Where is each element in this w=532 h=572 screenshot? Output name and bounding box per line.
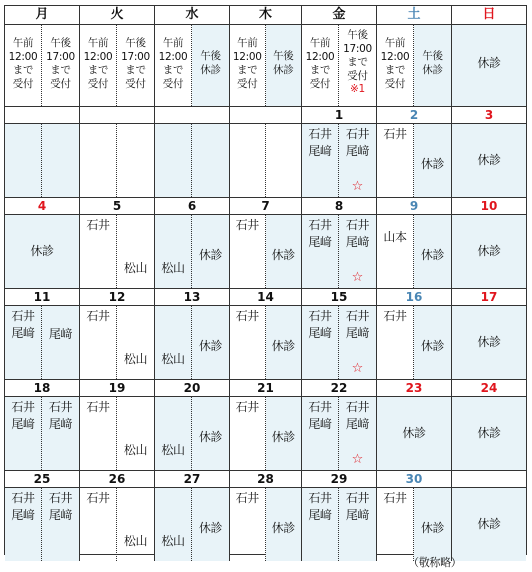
afternoon-slot: [414, 488, 451, 561]
afternoon-doctor-line: 尾﨑: [48, 327, 73, 341]
day-number: 13: [155, 289, 230, 306]
afternoon-doctor-line: 尾﨑: [345, 326, 370, 340]
day-schedule: [230, 215, 302, 289]
day-number: 8: [302, 198, 377, 215]
day-schedule: [80, 488, 155, 561]
clinic-schedule-calendar: [4, 5, 527, 555]
morning-slot: [302, 488, 339, 561]
footnote-honorifics-omitted: （敬称略）: [408, 556, 462, 569]
weekday-header-0: 月: [5, 6, 80, 25]
morning-doctor-line: 尾﨑: [308, 144, 332, 158]
day-number: 4: [5, 198, 80, 215]
day-number: 11: [5, 289, 80, 306]
morning-slot: [5, 397, 42, 470]
morning-slot: [80, 488, 117, 561]
morning-slot: [302, 124, 339, 197]
morning-slot: [155, 215, 192, 288]
session-morning-line: 午前: [309, 37, 331, 49]
morning-slot: [80, 397, 117, 470]
closed-label: 休診: [477, 426, 501, 440]
afternoon-slot: [117, 488, 154, 561]
day-number: 16: [377, 289, 452, 306]
session-afternoon-line: 午後: [125, 37, 146, 49]
session-afternoon-line: 午後: [422, 50, 443, 62]
morning-doctor-line: 尾﨑: [308, 326, 332, 340]
session-afternoon: [266, 25, 302, 106]
morning-doctor-line: 石井: [308, 400, 332, 414]
day-schedule: [377, 397, 452, 471]
afternoon-doctor-line: 石井: [48, 400, 73, 414]
day-schedule: [5, 124, 80, 198]
afternoon-doctor-line: 尾﨑: [48, 417, 73, 431]
session-morning-line: 午前: [162, 37, 184, 49]
session-morning-line: 12:00: [8, 50, 38, 63]
closed-label: 休診: [402, 426, 426, 440]
morning-slot: [80, 124, 117, 197]
morning-slot: [155, 397, 192, 470]
session-cell-1: [80, 25, 155, 107]
day-schedule: [302, 488, 377, 561]
day-number: 27: [155, 471, 230, 488]
session-morning-line: 午前: [12, 37, 34, 49]
session-afternoon-line: 午後: [200, 50, 221, 62]
afternoon-slot: [192, 306, 229, 379]
morning-doctor-line: 松山: [161, 261, 185, 275]
afternoon-doctor-line: 石井: [345, 491, 370, 505]
afternoon-closed-label: 休診: [420, 521, 445, 535]
session-morning: [155, 25, 192, 106]
afternoon-closed-label: 休診: [271, 430, 295, 444]
session-cell-2: [155, 25, 230, 107]
session-afternoon: [117, 25, 154, 106]
day-number: 30: [377, 471, 452, 488]
session-morning-line: まで: [162, 64, 184, 76]
session-morning-line: 12:00: [158, 50, 188, 63]
afternoon-slot: [339, 124, 376, 197]
day-number: 5: [80, 198, 155, 215]
star-mark: ☆: [351, 179, 364, 194]
day-number: 24: [452, 380, 526, 397]
morning-doctor-line: 石井: [11, 491, 35, 505]
day-schedule: [5, 397, 80, 471]
afternoon-doctor-line: 尾﨑: [345, 235, 370, 249]
morning-slot: [230, 215, 266, 288]
afternoon-slot: [192, 488, 229, 561]
day-number: 26: [80, 471, 155, 488]
morning-doctor-line: 石井: [86, 309, 110, 323]
session-morning-line: 午前: [87, 37, 109, 49]
session-afternoon-line: 17:00: [46, 50, 75, 63]
closed-label: 休診: [477, 244, 501, 258]
session-cell-6: [452, 25, 526, 107]
day-schedule: [302, 124, 377, 198]
morning-slot: [155, 306, 192, 379]
morning-doctor-line: 尾﨑: [11, 508, 35, 522]
morning-slot: [230, 306, 266, 379]
day-number: 25: [5, 471, 80, 488]
morning-slot: [377, 215, 414, 288]
afternoon-closed-label: 休診: [198, 339, 223, 353]
day-schedule: [5, 306, 80, 380]
closed-label: 休診: [477, 153, 501, 167]
afternoon-closed-label: 休診: [420, 339, 445, 353]
session-morning-line: まで: [12, 64, 34, 76]
afternoon-slot: [266, 306, 302, 379]
session-afternoon-line: 午後: [50, 37, 71, 49]
day-number: [230, 107, 302, 124]
day-schedule: [377, 124, 452, 198]
afternoon-slot: [42, 306, 79, 379]
morning-doctor-line: 石井: [235, 400, 259, 414]
morning-slot: [155, 124, 192, 197]
afternoon-slot: [192, 124, 229, 197]
day-number: 2: [377, 107, 452, 124]
morning-slot: [302, 215, 339, 288]
afternoon-slot: [192, 215, 229, 288]
morning-doctor-line: 松山: [161, 352, 185, 366]
afternoon-slot: [266, 397, 302, 470]
day-schedule: [155, 397, 230, 471]
afternoon-closed-label: 休診: [271, 521, 295, 535]
morning-doctor-line: 石井: [235, 491, 259, 505]
day-number: 18: [5, 380, 80, 397]
day-schedule: [155, 124, 230, 198]
day-schedule: [452, 488, 526, 561]
session-afternoon-line: まで: [347, 56, 368, 68]
day-number: 23: [377, 380, 452, 397]
session-afternoon-line: 休診: [422, 63, 443, 76]
morning-slot: [230, 124, 266, 197]
session-morning-line: 午前: [237, 37, 258, 49]
session-closed-label: 休診: [477, 56, 501, 70]
day-schedule: [80, 306, 155, 380]
weekday-header-2: 水: [155, 6, 230, 25]
session-afternoon-line: 休診: [200, 63, 221, 76]
afternoon-closed-label: 休診: [271, 339, 295, 353]
day-schedule: [5, 215, 80, 289]
session-afternoon-line: 17:00: [121, 50, 150, 63]
session-cell-0: [5, 25, 80, 107]
afternoon-slot: [339, 397, 376, 470]
morning-slot: [302, 306, 339, 379]
day-number: 9: [377, 198, 452, 215]
day-schedule: [377, 306, 452, 380]
day-schedule: [5, 488, 80, 561]
afternoon-slot: [42, 488, 79, 561]
day-schedule: [80, 397, 155, 471]
session-afternoon: [42, 25, 79, 106]
morning-slot: [230, 397, 266, 470]
day-number: 20: [155, 380, 230, 397]
day-number: 28: [230, 471, 302, 488]
morning-doctor-line: 石井: [235, 218, 259, 232]
day-schedule: [452, 306, 526, 380]
afternoon-slot: [117, 306, 154, 379]
morning-doctor-line: 尾﨑: [11, 417, 35, 431]
session-afternoon-line: 午後: [273, 50, 294, 62]
morning-doctor-line: 尾﨑: [308, 508, 332, 522]
morning-doctor-line: 石井: [86, 491, 110, 505]
session-morning-line: まで: [384, 64, 406, 76]
afternoon-doctor-line: 松山: [123, 352, 148, 366]
day-number: 14: [230, 289, 302, 306]
day-schedule: [155, 488, 230, 561]
session-afternoon: [339, 25, 376, 106]
afternoon-doctor-line: 尾﨑: [345, 144, 370, 158]
session-morning: [5, 25, 42, 106]
star-mark: ☆: [351, 361, 364, 376]
session-morning-line: 受付: [237, 77, 258, 90]
day-schedule: [302, 306, 377, 380]
session-morning-line: 12:00: [83, 50, 113, 63]
afternoon-closed-label: 休診: [198, 248, 223, 262]
weekday-header-1: 火: [80, 6, 155, 25]
morning-doctor-line: 石井: [308, 309, 332, 323]
session-afternoon-line: 休診: [273, 63, 294, 76]
morning-doctor-line: 石井: [11, 309, 35, 323]
afternoon-doctor-line: 尾﨑: [345, 417, 370, 431]
morning-doctor-line: 石井: [383, 309, 407, 323]
session-cell-3: [230, 25, 302, 107]
afternoon-slot: [42, 397, 79, 470]
day-number: 3: [452, 107, 526, 124]
session-morning-line: まで: [237, 64, 258, 76]
afternoon-slot: [117, 215, 154, 288]
morning-doctor-line: 石井: [383, 127, 407, 141]
session-morning-line: 受付: [309, 77, 331, 90]
closed-label: 休診: [477, 517, 501, 531]
afternoon-slot: [339, 306, 376, 379]
morning-doctor-line: 石井: [383, 491, 407, 505]
session-morning-line: まで: [87, 64, 109, 76]
afternoon-slot: [414, 306, 451, 379]
session-morning-line: 12:00: [305, 50, 335, 63]
session-morning-line: 受付: [384, 77, 406, 90]
day-schedule: [452, 124, 526, 198]
day-schedule: [80, 124, 155, 198]
session-afternoon-line: まで: [125, 64, 146, 76]
session-afternoon-line: まで: [50, 64, 71, 76]
day-schedule: [452, 397, 526, 471]
afternoon-doctor-line: 石井: [345, 127, 370, 141]
session-morning-line: 受付: [12, 77, 34, 90]
session-morning: [80, 25, 117, 106]
afternoon-slot: [117, 397, 154, 470]
afternoon-slot: [414, 124, 451, 197]
session-morning-line: 12:00: [380, 50, 410, 63]
session-morning: [302, 25, 339, 106]
session-morning-line: 受付: [87, 77, 109, 90]
session-morning-line: 12:00: [232, 50, 262, 63]
morning-doctor-line: 石井: [308, 127, 332, 141]
afternoon-doctor-line: 石井: [48, 491, 73, 505]
morning-doctor-line: 尾﨑: [308, 417, 332, 431]
day-number: 22: [302, 380, 377, 397]
day-number: 6: [155, 198, 230, 215]
session-afternoon: [414, 25, 451, 106]
closed-label: 休診: [477, 335, 501, 349]
day-schedule: [302, 215, 377, 289]
session-morning: [377, 25, 414, 106]
morning-doctor-line: 松山: [161, 443, 185, 457]
star-mark: ☆: [351, 452, 364, 467]
day-schedule: [452, 215, 526, 289]
weekday-header-5: 土: [377, 6, 452, 25]
day-schedule: [230, 488, 302, 561]
morning-slot: [377, 124, 414, 197]
morning-slot: [5, 124, 42, 197]
afternoon-slot: [42, 124, 79, 197]
morning-doctor-line: 石井: [308, 491, 332, 505]
afternoon-slot: [117, 124, 154, 197]
day-number: [5, 107, 80, 124]
afternoon-slot: [266, 124, 302, 197]
afternoon-doctor-line: 石井: [345, 400, 370, 414]
day-number: 29: [302, 471, 377, 488]
day-number: 7: [230, 198, 302, 215]
morning-doctor-line: 石井: [86, 218, 110, 232]
afternoon-slot: [339, 488, 376, 561]
morning-doctor-line: 松山: [161, 534, 185, 548]
morning-slot: [230, 488, 266, 561]
morning-doctor-line: 尾﨑: [308, 235, 332, 249]
session-morning: [230, 25, 266, 106]
afternoon-doctor-line: 石井: [345, 218, 370, 232]
morning-slot: [302, 397, 339, 470]
afternoon-doctor-line: 松山: [123, 534, 148, 548]
weekday-header-6: 日: [452, 6, 526, 25]
morning-slot: [377, 306, 414, 379]
afternoon-closed-label: 休診: [420, 157, 445, 171]
session-cell-5: [377, 25, 452, 107]
morning-doctor-line: 石井: [308, 218, 332, 232]
day-schedule: [302, 397, 377, 471]
afternoon-closed-label: 休診: [271, 248, 295, 262]
afternoon-slot: [339, 215, 376, 288]
afternoon-closed-label: 休診: [198, 521, 223, 535]
session-afternoon: [192, 25, 229, 106]
closed-label: 休診: [30, 244, 54, 258]
day-number: [452, 471, 526, 488]
morning-doctor-line: 山本: [383, 230, 407, 244]
day-number: 17: [452, 289, 526, 306]
session-afternoon-line: 受付: [347, 69, 368, 82]
afternoon-doctor-line: 石井: [345, 309, 370, 323]
day-number: 21: [230, 380, 302, 397]
weekday-header-3: 木: [230, 6, 302, 25]
morning-slot: [80, 306, 117, 379]
session-note-mark: ※1: [350, 83, 365, 95]
session-afternoon-line: 午後: [347, 29, 368, 41]
day-schedule: [80, 215, 155, 289]
afternoon-slot: [414, 215, 451, 288]
morning-slot: [5, 488, 42, 561]
day-number: 12: [80, 289, 155, 306]
day-number: [80, 107, 155, 124]
morning-doctor-line: 石井: [235, 309, 259, 323]
afternoon-slot: [192, 397, 229, 470]
morning-slot: [80, 215, 117, 288]
day-schedule: [230, 306, 302, 380]
day-schedule: [230, 397, 302, 471]
day-schedule: [377, 215, 452, 289]
session-morning-line: 午前: [384, 37, 406, 49]
afternoon-closed-label: 休診: [198, 430, 223, 444]
morning-slot: [5, 306, 42, 379]
morning-doctor-line: 石井: [86, 400, 110, 414]
day-schedule: [155, 215, 230, 289]
afternoon-doctor-line: 尾﨑: [48, 508, 73, 522]
weekday-header-4: 金: [302, 6, 377, 25]
afternoon-doctor-line: 尾﨑: [345, 508, 370, 522]
day-schedule: [230, 124, 302, 198]
session-morning-line: まで: [309, 64, 331, 76]
session-afternoon-line: 17:00: [343, 42, 372, 55]
afternoon-closed-label: 休診: [420, 248, 445, 262]
star-mark: ☆: [351, 270, 364, 285]
morning-slot: [377, 488, 414, 561]
day-number: [155, 107, 230, 124]
day-schedule: [377, 488, 452, 561]
afternoon-slot: [266, 215, 302, 288]
morning-slot: [155, 488, 192, 561]
session-morning-line: 受付: [162, 77, 184, 90]
day-number: 15: [302, 289, 377, 306]
session-cell-4: [302, 25, 377, 107]
day-number: 1: [302, 107, 377, 124]
day-number: 19: [80, 380, 155, 397]
afternoon-doctor-line: 松山: [123, 261, 148, 275]
day-number: 10: [452, 198, 526, 215]
morning-doctor-line: 尾﨑: [11, 326, 35, 340]
session-afternoon-line: 受付: [50, 77, 71, 90]
afternoon-slot: [266, 488, 302, 561]
day-schedule: [155, 306, 230, 380]
session-afternoon-line: 受付: [125, 77, 146, 90]
afternoon-doctor-line: 松山: [123, 443, 148, 457]
morning-doctor-line: 石井: [11, 400, 35, 414]
